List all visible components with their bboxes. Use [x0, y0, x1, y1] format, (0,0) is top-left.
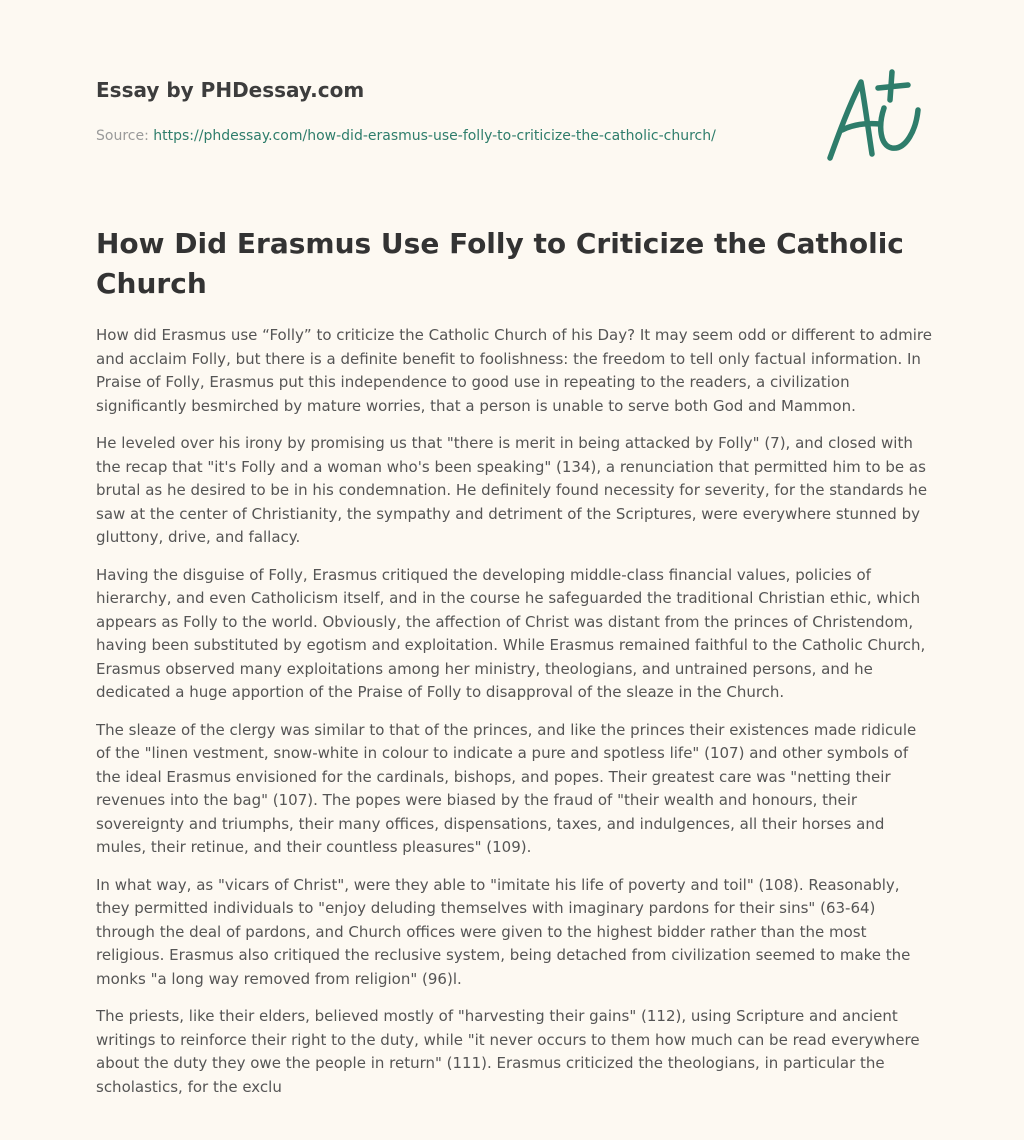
a-plus-grade-icon [818, 66, 930, 166]
essay-paragraph: Having the disguise of Folly, Erasmus critiqued the developing middle-class financial values, policies of hierarchy, and even Catholicism itself, and in the course he safeguarded the traditional Christian ethic, which appears as Folly to the world. Obviously, the affection of Christ was distant from the princes of Christendom, having been substituted by egotism and exploitation. While Erasmus remained faithful to the Catholic Church, Erasmus observed many exploitations among her ministry, theologians, and untrained persons, and he dedicated a huge apportion of the Praise of Folly to disapproval of the sleaze in the Church. [96, 565, 926, 701]
source-label: Source: [96, 128, 154, 144]
essay-header [96, 76, 816, 146]
essay-paragraph: The priests, like their elders, believed mostly of "harvesting their gains" (112), using Scripture and ancient writings to reinforce their right to the duty, while "it never occurs to them how much can be read everywhere about the duty they owe the people in return" (111). Erasmus criticized the theologians, in particular the scholastics, for the exclu [96, 1007, 920, 1096]
essay-paragraph: The sleaze of the clergy was similar to that of the princes, and like the princes their existences made ridicule of the "linen vestment, snow-white in colour to indicate a pure and spotless life" (107) and other symbols of the ideal Erasmus envisioned for the cardinals, bishops, and popes. Their greatest care was "netting their revenues into the bag" (107). The popes were biased by the fraud of "their wealth and honours, their sovereignty and triumphs, their many offices, dispensations, taxes, and indulgences, all their horses and mules, their retinue, and their countless pleasures" (109). [96, 720, 917, 856]
essay-paragraph: How did Erasmus use “Folly” to criticize the Catholic Church of his Day? It may seem odd or different to admire and acclaim Folly, but there is a definite benefit to foolishness: the freedom to tell only factual information. In Praise of Folly, Erasmus put this independence to good use in repeating to the readers, a civilization significantly besmirched by mature worries, that a person is unable to serve both God and Mammon. [96, 326, 932, 415]
essay-title: How Did Erasmus Use Folly to Criticize the Catholic Church [96, 227, 904, 300]
essay-body [96, 324, 932, 1120]
essay-paragraph: He leveled over his irony by promising us that "there is merit in being attacked by Folly" (7), and closed with the recap that "it's Folly and a woman who's been speaking" (134), a renunciation that permitted him to be as brutal as he desired to be in his condemnation. He definitely found necessity for severity, for the standards he saw at the center of Christianity, the sympathy and detriment of the Scriptures, were everywhere stunned by gluttony, drive, and fallacy. [96, 434, 928, 546]
essay-paragraph: In what way, as "vicars of Christ", were they able to "imitate his life of poverty and toil" (108). Reasonably, they permitted individuals to "enjoy deluding themselves with imaginary pardons for their sins" (63-64) through the deal of pardons, and Church offices were given to the highest bidder rather than the most religious. Erasmus also critiqued the reclusive system, being detached from civilization seemed to make the monks "a long way removed from religion" (96)l. [96, 875, 911, 988]
site-brand: Essay by PHDessay.com [96, 78, 365, 102]
source-link[interactable]: https://phdessay.com/how-did-erasmus-use-folly-to-criticize-the-catholic-church/ [153, 128, 716, 144]
source-line [96, 126, 816, 146]
